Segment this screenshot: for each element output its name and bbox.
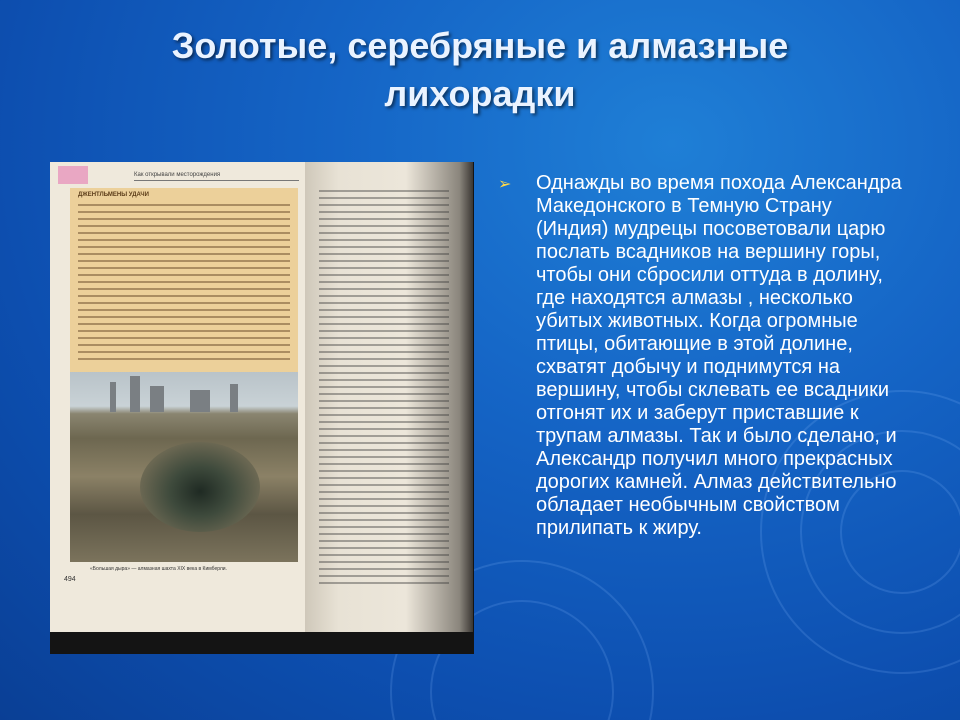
sidebar-text-lines	[78, 204, 290, 365]
section-tab	[58, 166, 88, 184]
mine-pit	[140, 442, 260, 532]
mine-photo	[70, 372, 298, 562]
book-left-page	[50, 162, 305, 632]
page-header: Как открывали месторождения	[134, 172, 221, 178]
photo-caption: «Большая дыра» — алмазная шахта XIX века в Кимберли.	[90, 566, 227, 572]
sidebar-title: ДЖЕНТЛЬМЕНЫ УДАЧИ	[78, 192, 149, 198]
slide-title: Золотые, серебряные и алмазные лихорадки	[171, 25, 789, 114]
header-rule	[134, 180, 299, 181]
bullet-paragraph: Однажды во время похода Александра Македонского в Темную Страну (Индия) мудрецы посоветовали царю послать всадников на вершину горы, чтобы они сбросили оттуда в долину, где находятся алмазы , несколько убитых животных. Когда огромные птицы, обитающие в этой долине, схватят добычу и поднимутся на вершину, чтобы склевать ее всадники отгонят их и заберут приставшие к трупам алмазы. Так и было сделано, и Александр получил много прекрасных дорогих камней. Алмаз действительно обладает необычным свойством прилипать к жиру.	[536, 172, 902, 539]
right-page-text-lines	[319, 190, 449, 589]
bullet-arrow-icon: ➢	[498, 176, 512, 193]
book-right-page	[305, 162, 473, 632]
textbook-photo	[50, 162, 474, 654]
page-number: 494	[64, 576, 76, 583]
